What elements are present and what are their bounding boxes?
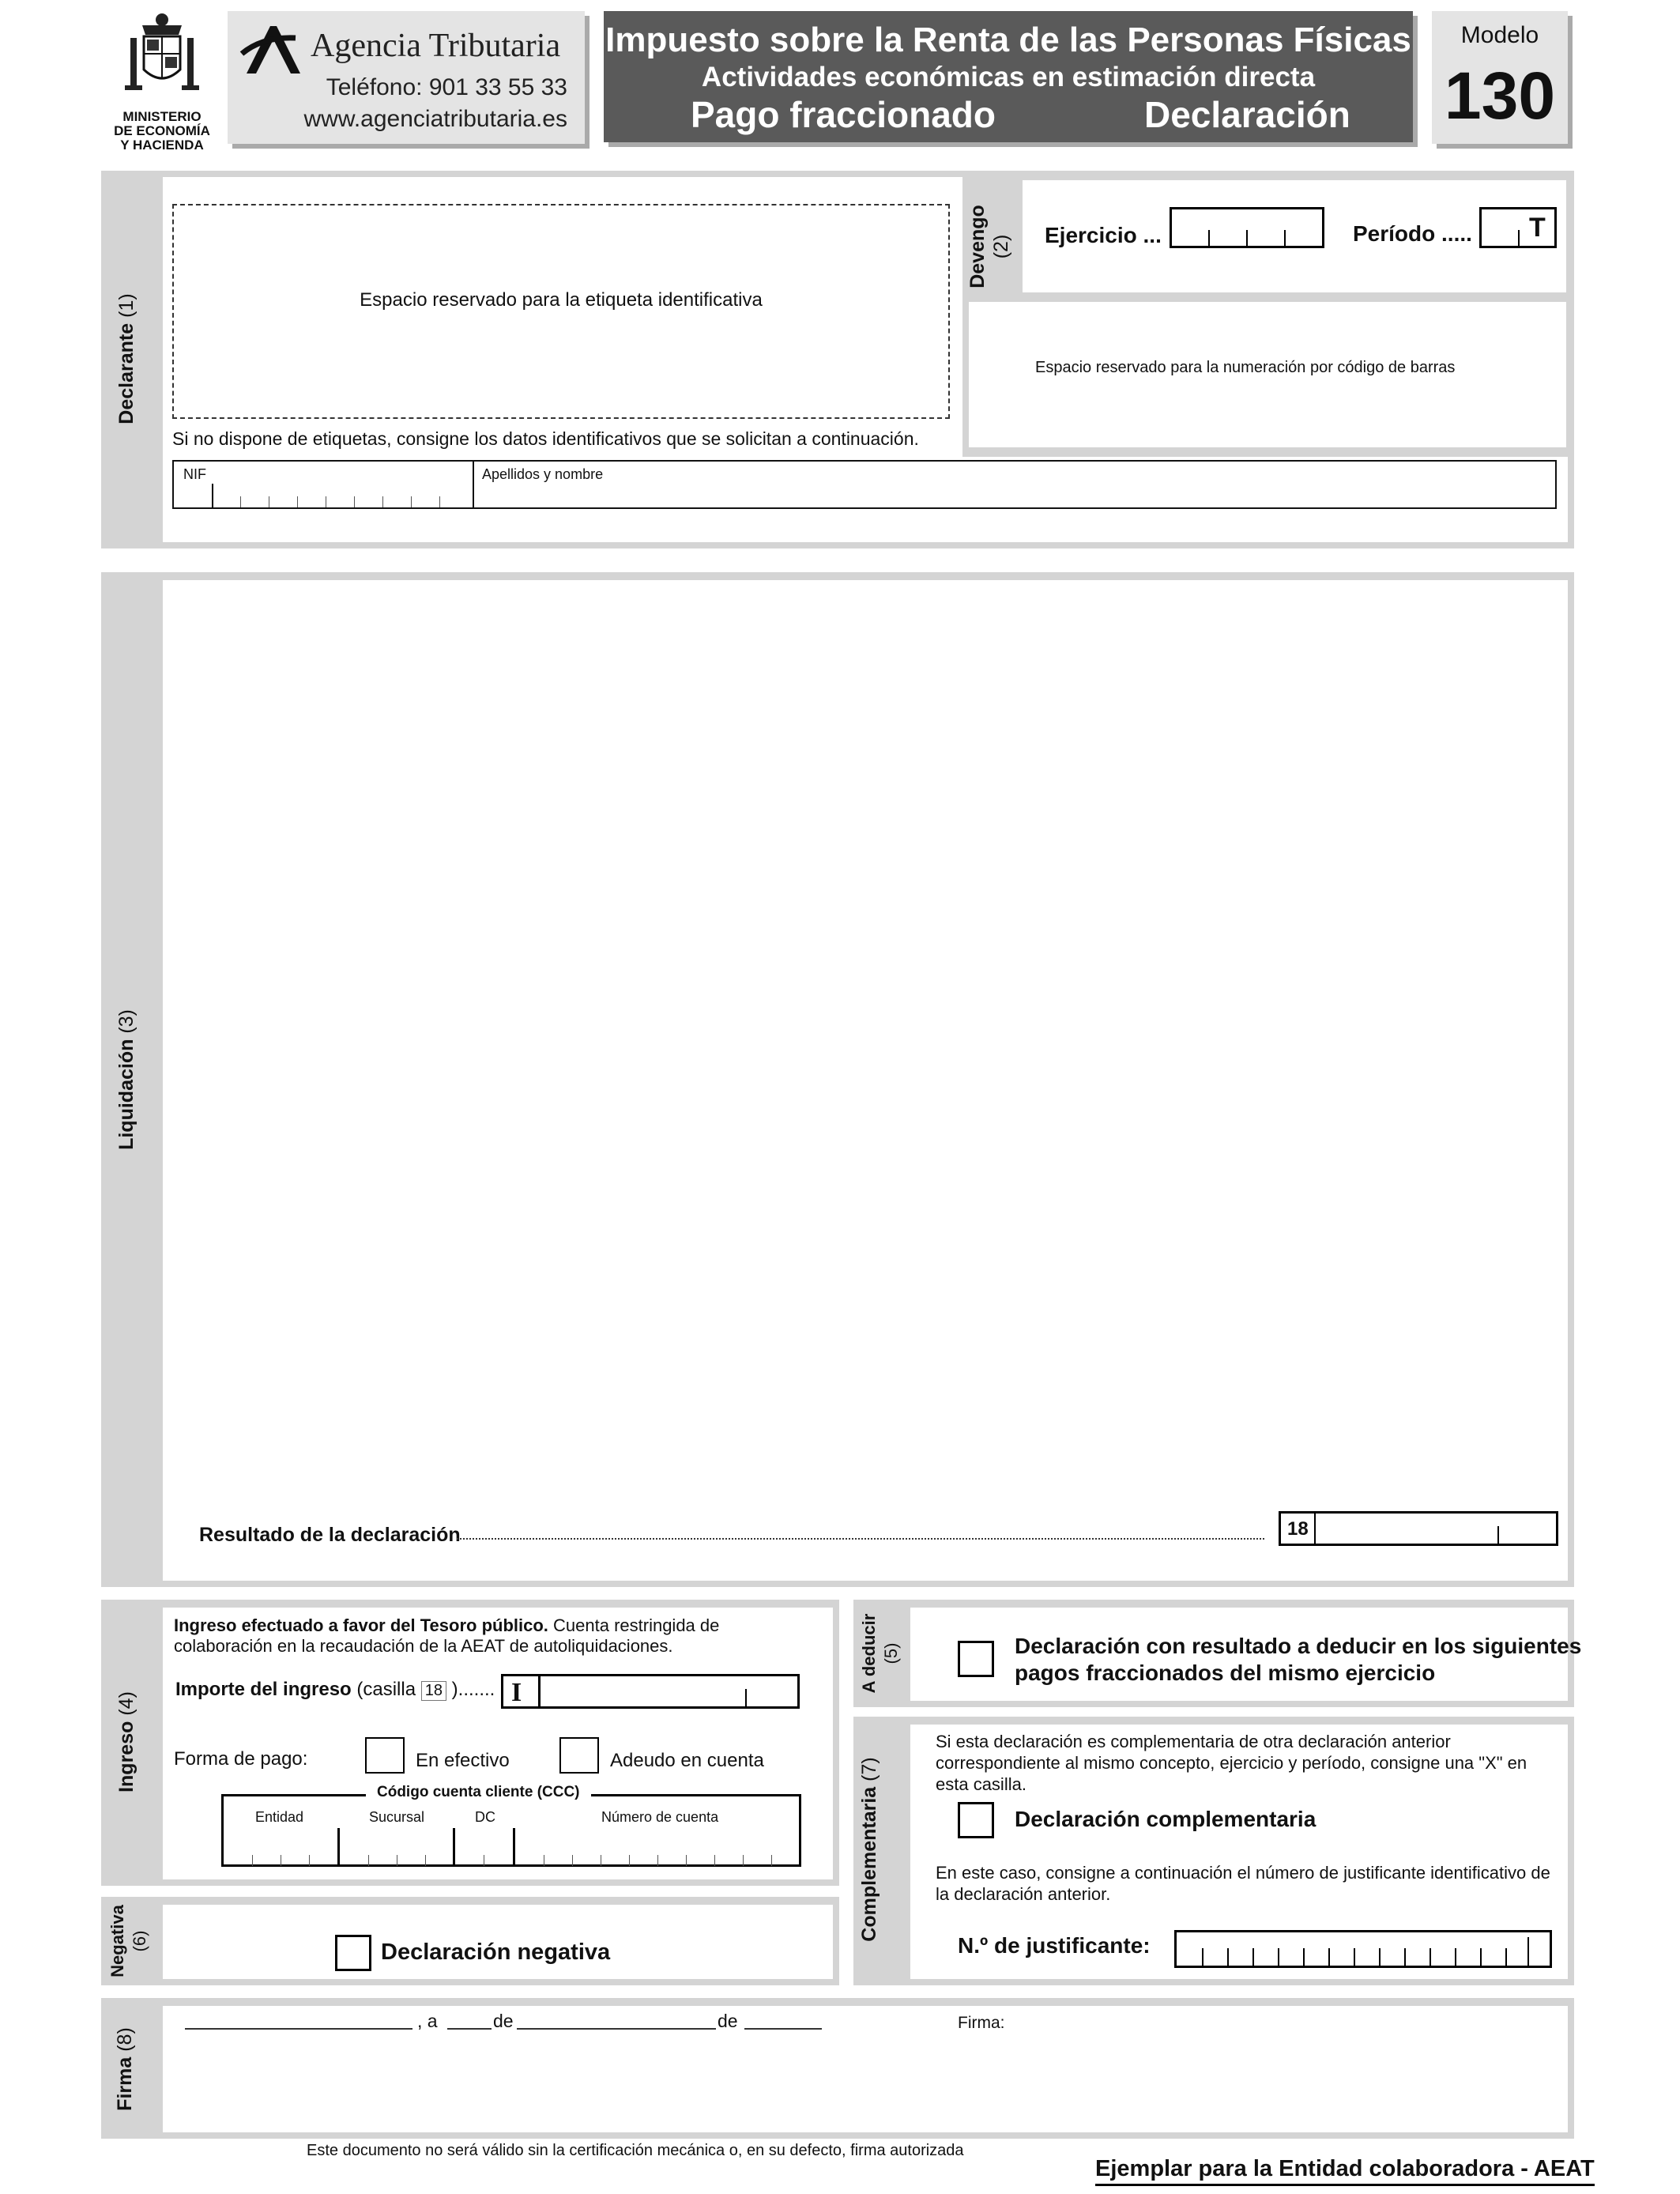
ccc-box: [221, 1784, 801, 1867]
efectivo-checkbox[interactable]: [365, 1737, 405, 1774]
negativa-num: (6): [130, 1930, 149, 1952]
no-label-note: Si no dispone de etiquetas, consigne los datos identificativos que se solicitan a continuación.: [172, 428, 919, 449]
declarante-title: Declarante: [115, 322, 137, 424]
ccc-sucursal-label: Sucursal: [369, 1809, 425, 1825]
ccc-dc-input[interactable]: [455, 1831, 512, 1866]
name-label: Apellidos y nombre: [482, 466, 604, 482]
firma-title: Firma: [114, 2056, 136, 2111]
firma-place-sep: , a: [417, 2011, 438, 2031]
modelo-box: [1432, 11, 1568, 144]
forma-pago-label: Forma de pago:: [174, 1748, 308, 1770]
complementaria-title: Complementaria: [858, 1786, 880, 1942]
negativa-title: Negativa: [107, 1905, 127, 1977]
ejercicio-input[interactable]: [1170, 207, 1324, 248]
copy-label: Ejemplar para la Entidad colaboradora - AEAT: [1095, 2156, 1595, 2186]
importe-pre: (casilla: [356, 1679, 416, 1700]
complementaria-note: En este caso, consigne a continuación el número de justificante identificativo de la declaración anterior.: [936, 1863, 1550, 1904]
agency-box: [228, 11, 585, 144]
ingreso-label: [115, 1623, 144, 1860]
firma-month-input[interactable]: [517, 2028, 716, 2030]
adeudo-label: Adeudo en cuenta: [610, 1750, 764, 1771]
resultado-label: Resultado de la declaración: [199, 1524, 461, 1546]
ingreso-title: Ingreso: [115, 1721, 137, 1793]
ingreso-num: (4): [115, 1691, 137, 1716]
ministry-line-1: MINISTERIO: [122, 109, 202, 124]
justificante-label: N.º de justificante:: [958, 1933, 1151, 1958]
negativa-option-label: Declaración negativa: [381, 1940, 611, 1965]
negativa-checkbox[interactable]: [335, 1935, 371, 1971]
form-title-left: Pago fraccionado: [691, 94, 996, 135]
liquidacion-label: [115, 961, 144, 1198]
periodo-label: Período .....: [1353, 221, 1472, 246]
complementaria-option-label: Declaración complementaria: [1015, 1807, 1317, 1831]
nif-label: NIF: [183, 466, 206, 482]
ingreso-intro-bold: Ingreso efectuado a favor del Tesoro público.: [174, 1615, 548, 1635]
justificante-input[interactable]: [1174, 1930, 1552, 1968]
efectivo-label: En efectivo: [416, 1750, 510, 1771]
a-deducir-title: A deducir: [859, 1613, 879, 1694]
importe-casilla: 18: [421, 1681, 446, 1701]
agency-name: Agencia Tributaria: [311, 28, 561, 64]
importe-prefix: I: [511, 1678, 522, 1707]
a-deducir-label: [858, 1574, 906, 1732]
complementaria-intro: Si esta declaración es complementaria de otra declaración anterior correspondiente al mismo concepto, ejercicio y período, consigne una "X" en esta casilla.: [936, 1732, 1527, 1794]
devengo-title: Devengo: [966, 205, 989, 288]
a-deducir-option-line-2: pagos fraccionados del mismo ejercicio: [1015, 1661, 1436, 1685]
form-title-right: Declaración: [1144, 94, 1350, 135]
firma-year-input[interactable]: [744, 2028, 822, 2030]
firma-de-1: de: [493, 2011, 514, 2031]
ministry-line-3: Y HACIENDA: [120, 138, 204, 153]
periodo-suffix: T: [1529, 213, 1546, 243]
agency-logo-icon: [239, 22, 302, 77]
title-box: [604, 11, 1413, 142]
modelo-label: Modelo: [1460, 22, 1539, 48]
complementaria-num: (7): [858, 1757, 880, 1781]
nif-input[interactable]: [212, 473, 473, 507]
firma-de-2: de: [718, 2011, 738, 2031]
barcode-box: [969, 302, 1566, 447]
ingreso-intro-text: Cuenta restringida de colaboración en la recaudación de la AEAT de autoliquidaciones.: [174, 1615, 720, 1656]
ccc-numero-input[interactable]: [515, 1831, 800, 1866]
ccc-dc-label: DC: [475, 1809, 495, 1825]
liquidacion-num: (3): [115, 1009, 137, 1034]
complementaria-checkbox[interactable]: [958, 1802, 994, 1838]
validity-note: Este documento no será válido sin la certificación mecánica o, en su defecto, firma autorizada: [307, 2142, 964, 2159]
periodo-input[interactable]: [1479, 207, 1557, 248]
ministry-line-2: DE ECONOMÍA: [114, 123, 210, 138]
declarante-num: (1): [115, 293, 137, 318]
liquidacion-title: Liquidación: [115, 1039, 137, 1150]
a-deducir-option-line-1: Declaración con resultado a deducir en los siguientes: [1015, 1634, 1582, 1658]
ejercicio-label: Ejercicio ...: [1045, 223, 1162, 247]
form-title: Impuesto sobre la Renta de las Personas Físicas: [605, 21, 1411, 59]
a-deducir-num: (5): [881, 1642, 901, 1664]
resultado-input[interactable]: [1279, 1511, 1558, 1546]
importe-post: ).......: [451, 1679, 495, 1700]
devengo-num: (2): [990, 234, 1012, 259]
label-reserved-text: Espacio reservado para la etiqueta identificativa: [360, 289, 763, 311]
firma-num: (8): [114, 2027, 136, 2052]
name-input[interactable]: [476, 484, 1550, 507]
firma-signature-label: Firma:: [958, 2014, 1005, 2032]
form-subtitle: Actividades económicas en estimación directa: [701, 62, 1316, 92]
agency-website: www.agenciatributaria.es: [303, 106, 567, 132]
label-reserved-box: [172, 204, 950, 419]
casilla-18: 18: [1287, 1518, 1309, 1540]
ccc-title: Código cuenta cliente (CCC): [366, 1784, 591, 1801]
ccc-entidad-input[interactable]: [224, 1831, 337, 1866]
a-deducir-checkbox[interactable]: [958, 1641, 994, 1677]
nif-name-row: [172, 460, 1557, 509]
declarante-label: [115, 240, 144, 477]
firma-place-input[interactable]: [185, 2028, 412, 2030]
modelo-number: 130: [1444, 58, 1556, 133]
importe-input[interactable]: [501, 1674, 800, 1709]
barcode-space-text: Espacio reservado para la numeración por código de barras: [1035, 359, 1456, 376]
ccc-numero-label: Número de cuenta: [601, 1809, 719, 1825]
firma-signature-area[interactable]: [958, 2038, 1558, 2124]
coat-of-arms-icon: [103, 8, 221, 95]
agency-phone: Teléfono: 901 33 55 33: [326, 74, 567, 100]
importe-label: Importe del ingreso: [175, 1679, 352, 1700]
ccc-sucursal-input[interactable]: [340, 1831, 452, 1866]
firma-label: [114, 1974, 142, 2164]
firma-day-input[interactable]: [447, 2028, 492, 2030]
complementaria-label: [858, 1731, 906, 1968]
ministry-logo: [103, 8, 221, 153]
adeudo-checkbox[interactable]: [559, 1737, 599, 1774]
ccc-entidad-label: Entidad: [255, 1809, 304, 1825]
